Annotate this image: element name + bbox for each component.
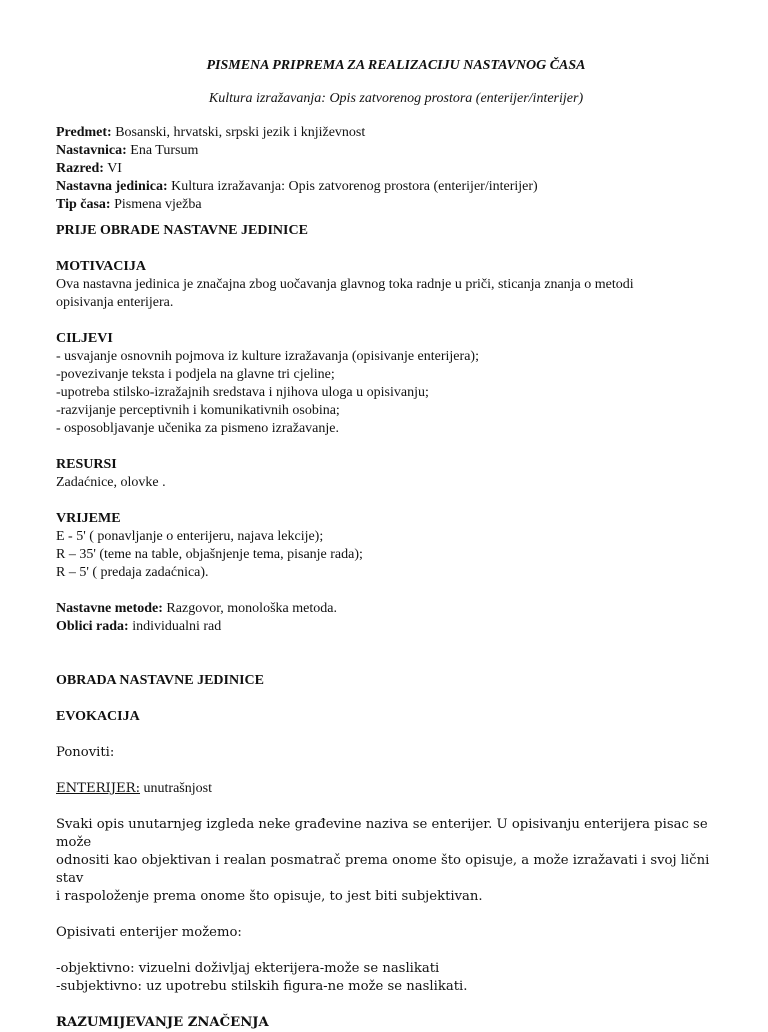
goal-item: -povezivanje teksta i podjela na glavne tri cjeline;: [56, 367, 335, 382]
info-value: Bosanski, hrvatski, srpski jezik i književnost: [111, 125, 366, 140]
info-label: Nastavnica:: [56, 143, 127, 158]
info-label: Razred:: [56, 161, 104, 176]
section-heading-processing: OBRADA NASTAVNE JEDINICE: [56, 673, 264, 688]
info-subject: [56, 124, 736, 142]
interior-term: ENTERIJER:: [56, 781, 141, 796]
document-page: [56, 58, 736, 1032]
info-label: Predmet:: [56, 125, 112, 140]
info-label: Tip časa:: [56, 197, 111, 212]
goal-item: - osposobljavanje učenika za pismeno izražavanje.: [56, 421, 339, 436]
time-item: R – 5' ( predaja zadaćnica).: [56, 565, 209, 580]
time-heading: VRIJEME: [56, 511, 121, 526]
info-label: Nastavna jedinica:: [56, 179, 168, 194]
evocation-heading: EVOKACIJA: [56, 709, 140, 724]
interior-paragraph-line: Svaki opis unutarnjeg izgleda neke građevine naziva se enterijer. U opisivanju enterijera pisac se može: [56, 817, 708, 850]
resources-heading: RESURSI: [56, 457, 117, 472]
interior-paragraph-line: odnositi kao objektivan i realan posmatrač prema onome što opisuje, a može izražavati i svoj lični stav: [56, 853, 710, 886]
motivation-line: opisivanja enterijera.: [56, 295, 174, 310]
resources-text: Zadaćnice, olovke .: [56, 475, 166, 490]
describe-intro: Opisivati enterijer možemo:: [56, 925, 242, 940]
understanding-heading: RAZUMIJEVANJE ZNAČENJA: [56, 1015, 269, 1030]
methods-label: Nastavne metode:: [56, 601, 163, 616]
goals-heading: CILJEVI: [56, 331, 113, 346]
work-forms: [56, 618, 736, 636]
goal-item: -upotreba stilsko-izražajnih sredstava i njihova uloga u opisivanju;: [56, 385, 429, 400]
interior-def: unutrašnjost: [140, 781, 212, 796]
info-grade: [56, 160, 736, 178]
goal-item: -razvijanje perceptivnih i komunikativnih osobina;: [56, 403, 340, 418]
info-value: Kultura izražavanja: Opis zatvorenog prostora (enterijer/interijer): [167, 179, 538, 194]
info-block: [56, 124, 736, 214]
methods-value: Razgovor, monološka metoda.: [162, 601, 337, 616]
document-title: PISMENA PRIPREMA ZA REALIZACIJU NASTAVNOG ČASA: [206, 58, 586, 73]
forms-label: Oblici rada:: [56, 619, 129, 634]
time-item: E - 5' ( ponavljanje o enterijeru, najava lekcije);: [56, 529, 324, 544]
forms-value: individualni rad: [128, 619, 222, 634]
repeat-label: Ponoviti:: [56, 745, 115, 760]
describe-item: -subjektivno: uz upotrebu stilskih figura-ne može se naslikati.: [56, 979, 468, 994]
motivation-heading: MOTIVACIJA: [56, 259, 146, 274]
interior-paragraph-line: i raspoloženje prema onome što opisuje, to jest biti subjektivan.: [56, 889, 483, 904]
info-value: Ena Tursum: [126, 143, 199, 158]
interior-definition: [56, 780, 736, 798]
teaching-methods: [56, 600, 736, 618]
section-heading-before: PRIJE OBRADE NASTAVNE JEDINICE: [56, 223, 308, 238]
time-item: R – 35' (teme na table, objašnjenje tema, pisanje rada);: [56, 547, 363, 562]
info-value: VI: [103, 161, 122, 176]
motivation-line: Ova nastavna jedinica je značajna zbog uočavanja glavnog toka radnje u priči, sticanja znanja o metodi: [56, 277, 634, 292]
info-value: Pismena vježba: [110, 197, 202, 212]
describe-item: -objektivno: vizuelni doživljaj ekterijera-može se naslikati: [56, 961, 440, 976]
info-teacher: [56, 142, 736, 160]
document-subtitle: Kultura izražavanja: Opis zatvorenog prostora (enterijer/interijer): [208, 91, 584, 106]
info-unit: [56, 178, 736, 196]
goal-item: - usvajanje osnovnih pojmova iz kulture izražavanja (opisivanje enterijera);: [56, 349, 479, 364]
info-lesson-type: [56, 196, 736, 214]
